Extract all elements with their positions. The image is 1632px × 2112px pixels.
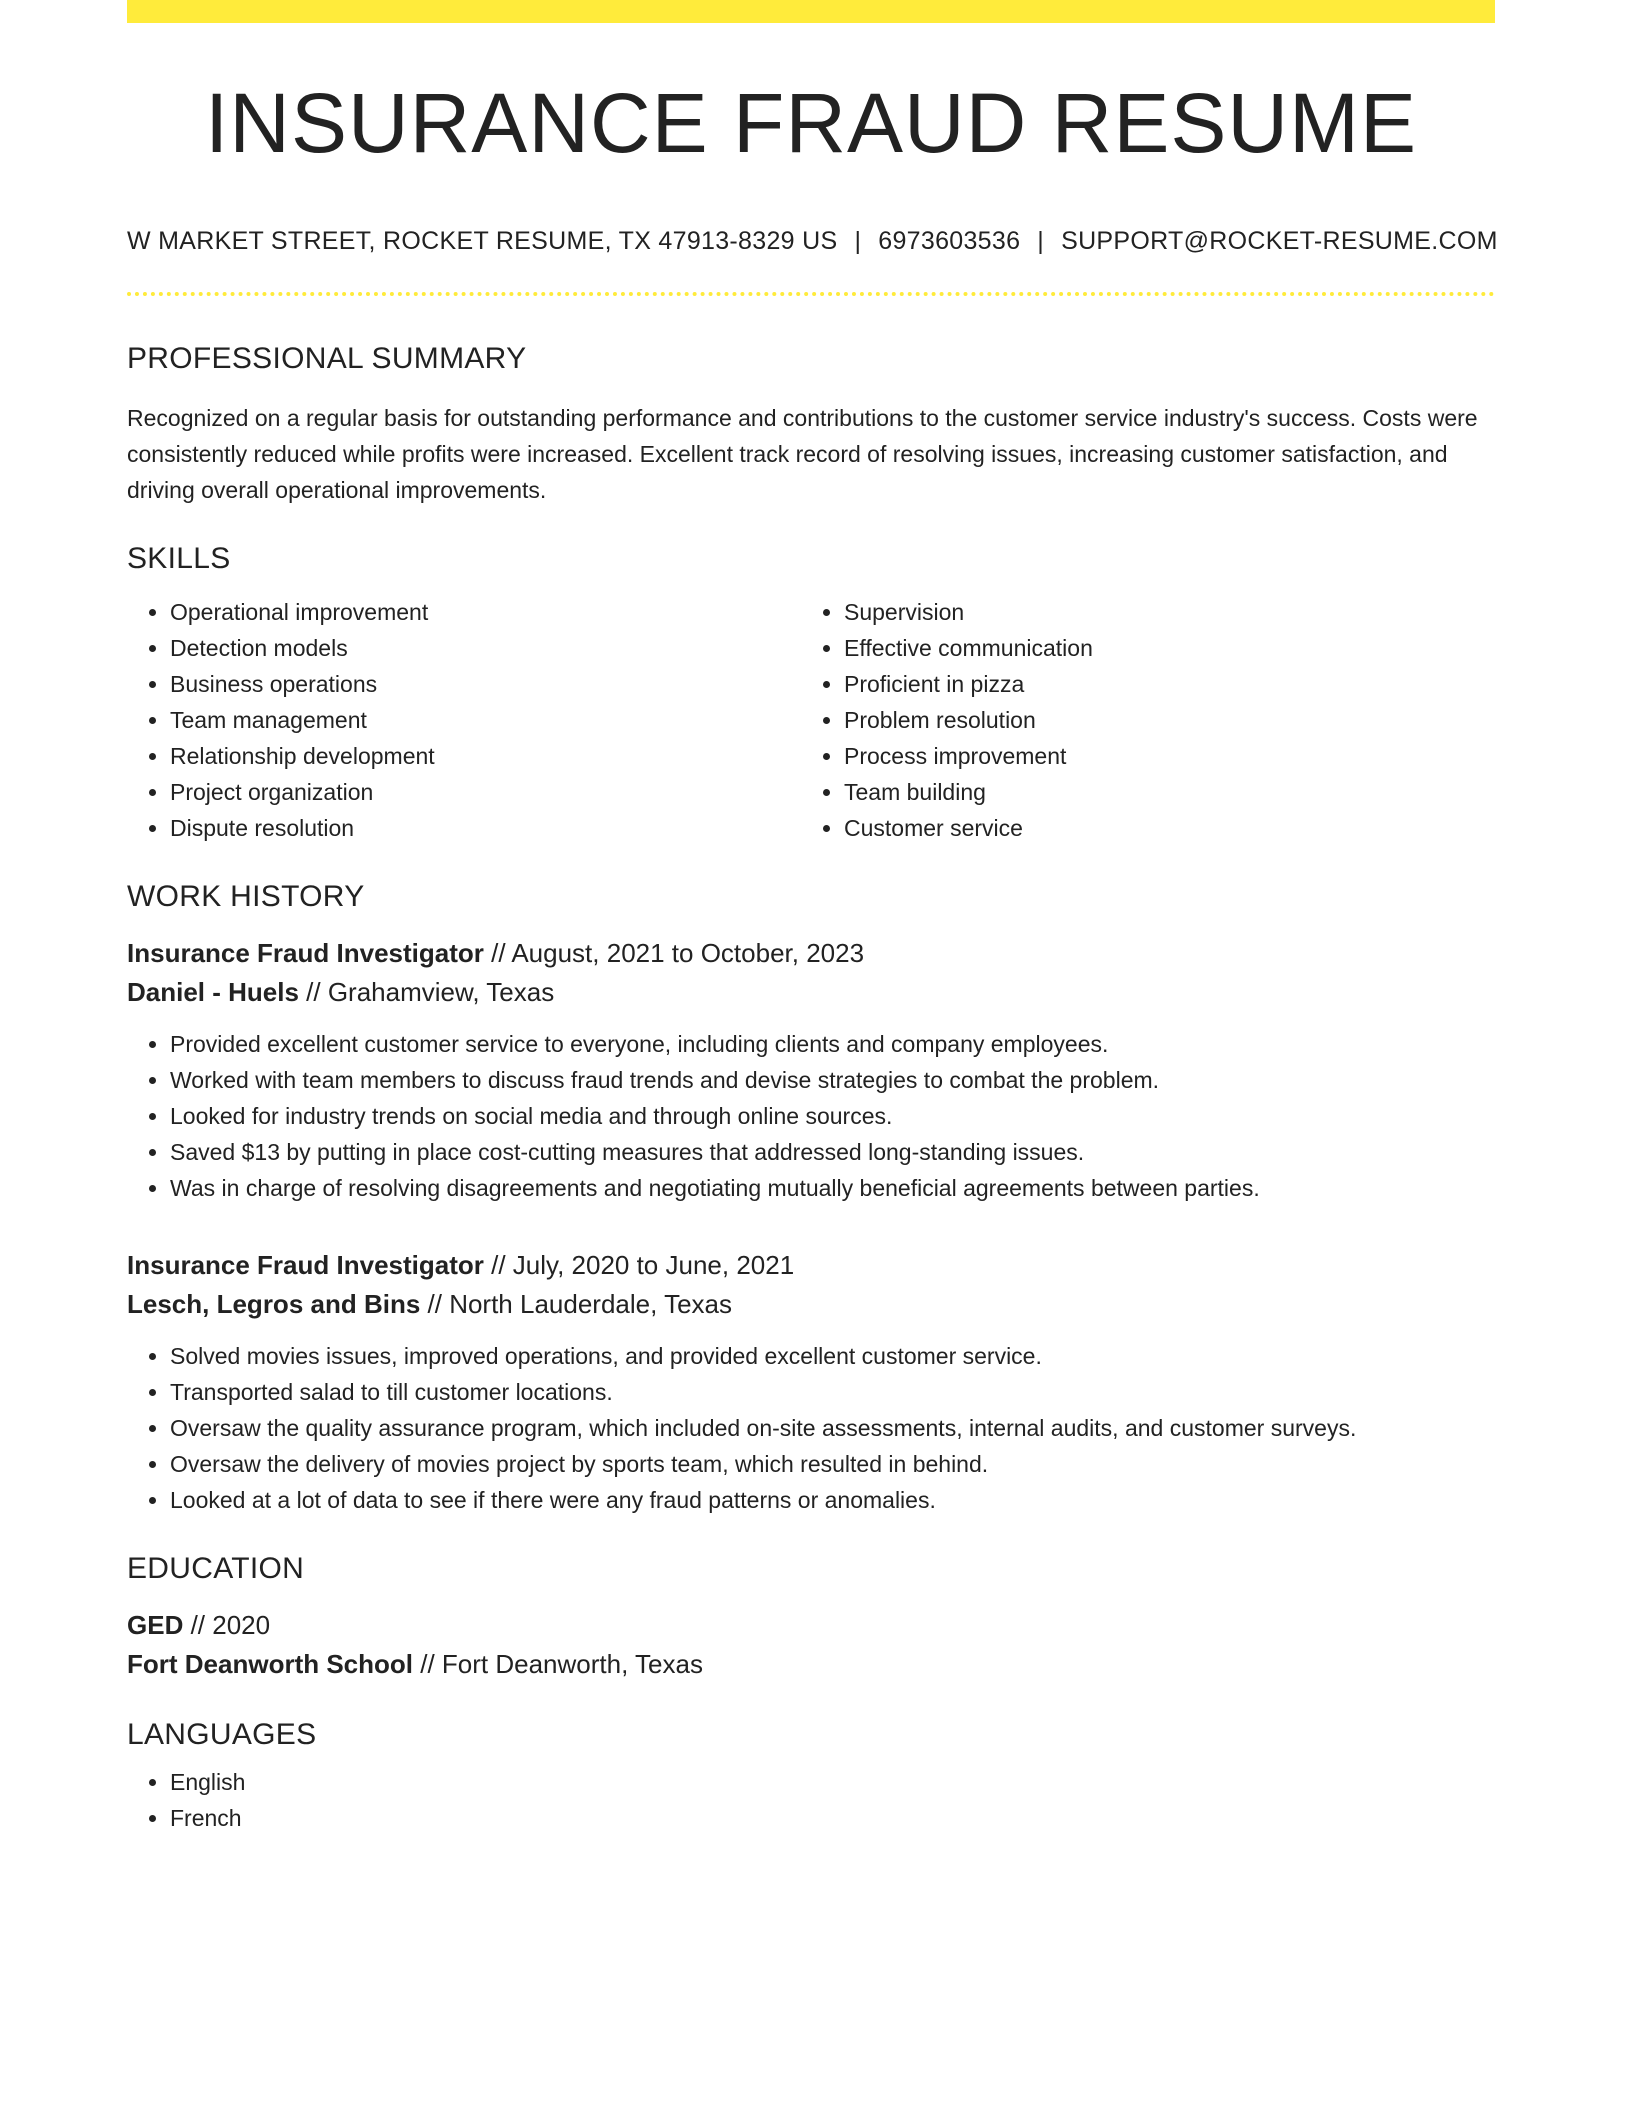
job-bullet: • Looked at a lot of data to see if there were any fraud patterns or anomalies. (170, 1482, 1495, 1518)
job-role-line (127, 934, 1495, 973)
languages-heading: LANGUAGES (127, 1718, 317, 1751)
skill-item: • Team building (844, 774, 1475, 810)
skills-right-list (801, 594, 1475, 846)
contact-line (127, 227, 1498, 256)
job-location: // North Lauderdale, Texas (420, 1289, 733, 1319)
job-role: Insurance Fraud Investigator (127, 938, 484, 968)
work-history-heading: WORK HISTORY (127, 880, 365, 913)
top-accent-bar (127, 0, 1495, 23)
job-dates: // August, 2021 to October, 2023 (483, 938, 865, 968)
skills-left-list (127, 594, 801, 846)
job-bullet: • Looked for industry trends on social media and through online sources. (170, 1098, 1495, 1134)
job-bullets (127, 1338, 1495, 1518)
job-company-line (127, 1285, 1495, 1324)
education-location: // Fort Deanworth, Texas (413, 1649, 703, 1679)
skills-heading: SKILLS (127, 542, 231, 575)
skill-item: • Proficient in pizza (844, 666, 1475, 702)
contact-separator: | (854, 227, 862, 255)
job-company-line (127, 973, 1495, 1012)
summary-text: Recognized on a regular basis for outstanding performance and contributions to the customer service industry's success. Costs were consistently reduced while profits were increased. Excellent track record of resolving issues, increasing customer satisfaction, and driving overall operational improvements. (127, 405, 1478, 503)
job-entry (127, 1246, 1495, 1518)
job-bullets (127, 1026, 1495, 1206)
job-bullet: • Oversaw the delivery of movies project by sports team, which resulted in behind. (170, 1446, 1495, 1482)
education-school-line (127, 1645, 1495, 1684)
skill-item: • Project organization (170, 774, 801, 810)
header-divider (127, 292, 1495, 296)
language-item: • English (170, 1764, 1495, 1800)
job-bullet: • Saved $13 by putting in place cost-cutting measures that addressed long-standing issues. (170, 1134, 1495, 1170)
education-degree-line (127, 1606, 1495, 1645)
job-role: Insurance Fraud Investigator (127, 1250, 484, 1280)
resume-title: INSURANCE FRAUD RESUME (204, 76, 1418, 170)
job-entry (127, 934, 1495, 1206)
resume-page (127, 0, 1498, 1836)
skill-item: • Business operations (170, 666, 801, 702)
contact-email: SUPPORT@ROCKET-RESUME.COM (1061, 227, 1498, 255)
summary-heading: PROFESSIONAL SUMMARY (127, 342, 527, 375)
job-company: Lesch, Legros and Bins (127, 1289, 421, 1319)
skill-item: • Customer service (844, 810, 1475, 846)
skill-item: • Process improvement (844, 738, 1475, 774)
contact-address: W MARKET STREET, ROCKET RESUME, TX 47913-8329 US (127, 227, 838, 255)
education-entry (127, 1606, 1495, 1684)
skill-item: • Effective communication (844, 630, 1475, 666)
job-bullet: • Provided excellent customer service to everyone, including clients and company employees. (170, 1026, 1495, 1062)
education-heading: EDUCATION (127, 1552, 305, 1585)
language-item: • French (170, 1800, 1495, 1836)
skill-item: • Dispute resolution (170, 810, 801, 846)
job-bullet: • Was in charge of resolving disagreements and negotiating mutually beneficial agreements between parties. (170, 1170, 1495, 1206)
skill-item: • Relationship development (170, 738, 801, 774)
job-role-line (127, 1246, 1495, 1285)
skill-item: • Detection models (170, 630, 801, 666)
job-company: Daniel - Huels (127, 977, 299, 1007)
skills-columns (127, 594, 1495, 846)
education-school: Fort Deanworth School (127, 1649, 413, 1679)
contact-phone: 6973603536 (878, 227, 1021, 255)
skill-item: • Problem resolution (844, 702, 1475, 738)
education-degree: GED (127, 1610, 184, 1640)
skill-item: • Operational improvement (170, 594, 801, 630)
education-year: // 2020 (183, 1610, 271, 1640)
job-bullet: • Oversaw the quality assurance program, which included on-site assessments, internal audits, and customer surveys. (170, 1410, 1495, 1446)
job-bullet: • Worked with team members to discuss fraud trends and devise strategies to combat the problem. (170, 1062, 1495, 1098)
job-bullet: • Transported salad to till customer locations. (170, 1374, 1495, 1410)
skill-item: • Team management (170, 702, 801, 738)
contact-separator: | (1037, 227, 1045, 255)
job-location: // Grahamview, Texas (298, 977, 555, 1007)
languages-list (127, 1764, 1495, 1836)
job-dates: // July, 2020 to June, 2021 (483, 1250, 795, 1280)
skill-item: • Supervision (844, 594, 1475, 630)
job-bullet: • Solved movies issues, improved operations, and provided excellent customer service. (170, 1338, 1495, 1374)
